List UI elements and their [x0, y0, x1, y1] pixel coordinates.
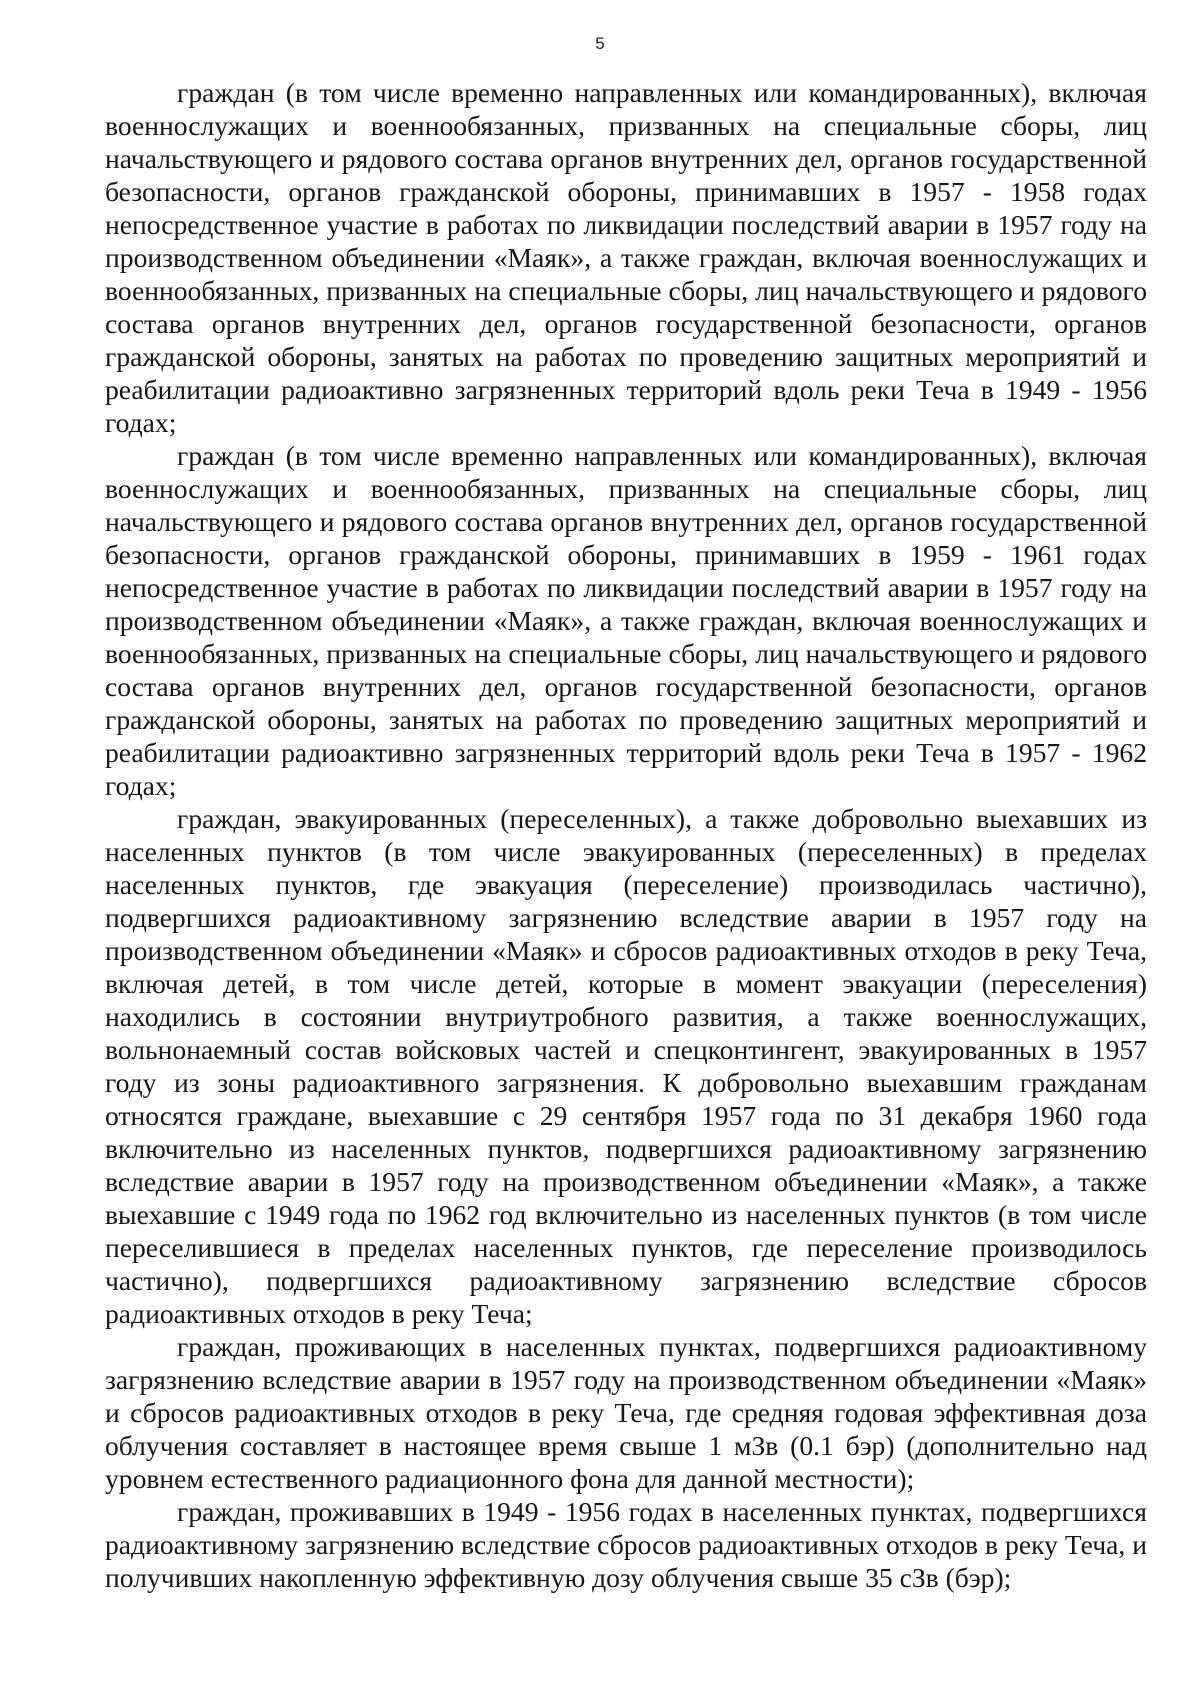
paragraph-liquidators-1959-1961: граждан (в том числе временно направленных или командированных), включая военнослужащих и военнообязанных, призванных на специальные сборы, лиц начальствующего и рядового состава органов внутренних дел, органов государственной безопасности, органов гражданской обороны, принимавших в 1959 - 1961 годах непосредственное участие в работах по ликвидации последствий аварии в 1957 году на производственном объединении «Маяк», а также граждан, включая военнослужащих и военнообязанных, призванных на специальные сборы, лиц начальствующего и рядового состава органов внутренних дел, органов государственной безопасности, органов гражданской обороны, занятых на работах по проведению защитных мероприятий и реабилитации радиоактивно загрязненных территорий вдоль реки Теча в 1957 - 1962 годах; — [105, 440, 1147, 801]
document-body — [105, 76, 1147, 1594]
paragraph-residents-contaminated-areas: граждан, проживающих в населенных пунктах, подвергшихся радиоактивному загрязнению вследствие аварии в 1957 году на производственном объединении «Маяк» и сбросов радиоактивных отходов в реку Теча, где средняя годовая эффективная доза облучения составляет в настоящее время свыше 1 мЗв (0.1 бэр) (дополнительно над уровнем естественного радиационного фона для данной местности); — [105, 1331, 1147, 1494]
page-number: 5 — [595, 34, 605, 53]
paragraph-residents-1949-1956: граждан, проживавших в 1949 - 1956 годах в населенных пунктах, подвергшихся радиоактивному загрязнению вследствие сбросов радиоактивных отходов в реку Теча, и получивших накопленную эффективную дозу облучения свыше 35 сЗв (бэр); — [105, 1496, 1147, 1593]
paragraph-evacuated-citizens: граждан, эвакуированных (переселенных), а также добровольно выехавших из населенных пунктов (в том числе эвакуированных (переселенных) в пределах населенных пунктов, где эвакуация (переселение) производилась частично), подвергшихся радиоактивному загрязнению вследствие аварии в 1957 году на производственном объединении «Маяк» и сбросов радиоактивных отходов в реку Теча, включая детей, в том числе детей, которые в момент эвакуации (переселения) находились в состоянии внутриутробного развития, а также военнослужащих, вольнонаемный состав войсковых частей и спецконтингент, эвакуированных в 1957 году из зоны радиоактивного загрязнения. К добровольно выехавшим гражданам относятся граждане, выехавшие с 29 сентября 1957 года по 31 декабря 1960 года включительно из населенных пунктов, подвергшихся радиоактивному загрязнению вследствие аварии в 1957 году на производственном объединении «Маяк», а также выехавшие с 1949 года по 1962 год включительно из населенных пунктов (в том числе переселившиеся в пределах населенных пунктов, где переселение производилось частично), подвергшихся радиоактивному загрязнению вследствие сбросов радиоактивных отходов в реку Теча; — [105, 803, 1147, 1329]
paragraph-liquidators-1957-1958: граждан (в том числе временно направленных или командированных), включая военнослужащих и военнообязанных, призванных на специальные сборы, лиц начальствующего и рядового состава органов внутренних дел, органов государственной безопасности, органов гражданской обороны, принимавших в 1957 - 1958 годах непосредственное участие в работах по ликвидации последствий аварии в 1957 году на производственном объединении «Маяк», а также граждан, включая военнослужащих и военнообязанных, призванных на специальные сборы, лиц начальствующего и рядового состава органов внутренних дел, органов государственной безопасности, органов гражданской обороны, занятых на работах по проведению защитных мероприятий и реабилитации радиоактивно загрязненных территорий вдоль реки Теча в 1949 - 1956 годах; — [105, 77, 1147, 438]
